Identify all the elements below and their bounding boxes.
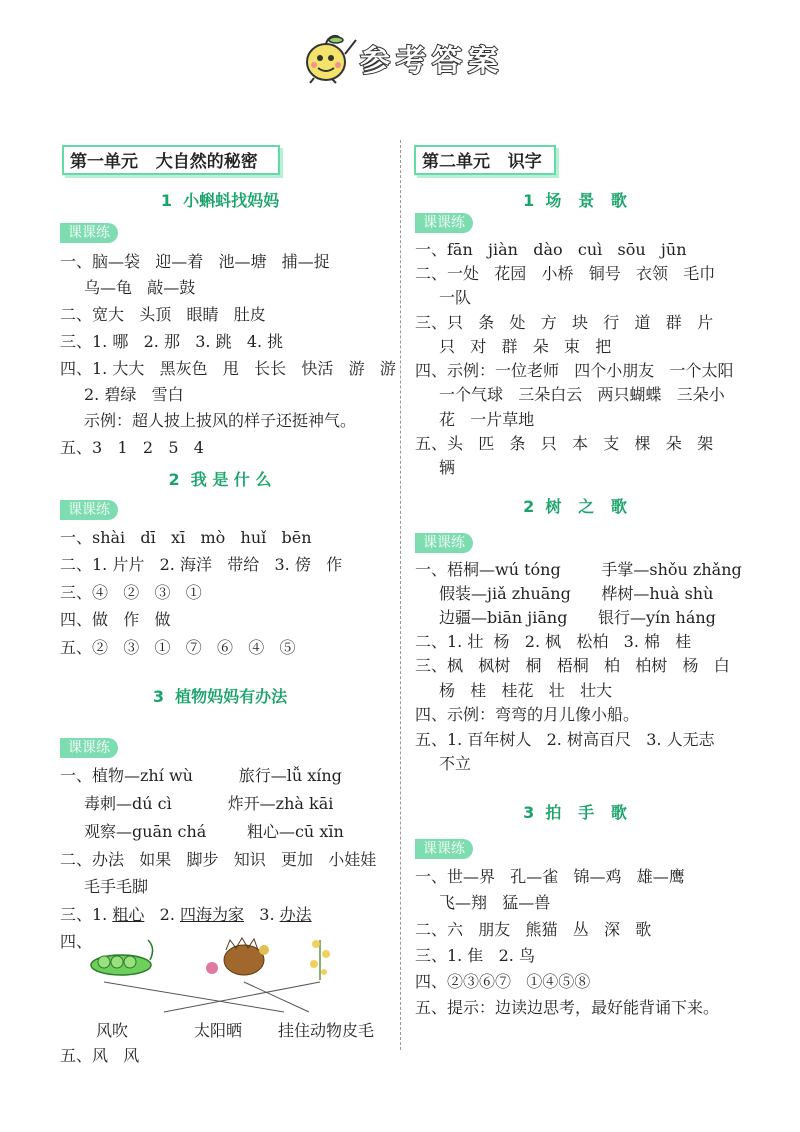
match-label: 太阳晒 bbox=[194, 1021, 243, 1040]
unit-1-title: 第一单元 大自然的秘密 bbox=[62, 145, 280, 175]
practice-tag: 课课练 bbox=[60, 500, 118, 520]
answer-line: 三、只 条 处 方 块 行 道 群 片 bbox=[415, 313, 714, 332]
answer-line: 五、风 风 bbox=[60, 1046, 140, 1065]
answer-key-header bbox=[300, 28, 520, 86]
answer-line: 四、示例：弯弯的月儿像小船。 bbox=[415, 705, 640, 724]
answer-line: 杨 桂 桂花 壮 壮大 bbox=[439, 681, 613, 700]
answer-line: 二、办法 如果 脚步 知识 更加 小娃娃 bbox=[60, 850, 377, 869]
answer-line: 只 对 群 朵 束 把 bbox=[439, 337, 612, 356]
q3-answer-2: 四海为家 bbox=[179, 905, 244, 924]
answer-line: 一、梧桐—wú tóng 手掌—shǒu zhǎng bbox=[415, 560, 742, 579]
answer-line: 三、枫 枫树 桐 梧桐 柏 柏树 杨 白 bbox=[415, 656, 730, 675]
answer-line: 四、示例：一位老师 四个小朋友 一个太阳 bbox=[415, 361, 734, 380]
answer-line: 观察—guān chá 粗心—cū xīn bbox=[84, 822, 344, 841]
answer-line: 五、提示：边读边思考，最好能背诵下来。 bbox=[415, 998, 720, 1017]
answer-line: 不立 bbox=[439, 754, 472, 773]
answer-line-q3 bbox=[60, 905, 312, 925]
answer-line: 花 一片草地 bbox=[439, 410, 535, 429]
q3-sep-2: 3. bbox=[244, 905, 280, 924]
practice-tag: 课课练 bbox=[415, 213, 473, 233]
answer-line: 一、植物—zhí wù 旅行—lǚ xíng bbox=[60, 766, 342, 785]
answer-line: 示例：超人披上披风的样子还挺神气。 bbox=[84, 411, 357, 430]
page-title: 参考答案 bbox=[360, 44, 504, 79]
answer-line: 四、1. 大大 黑灰色 甩 长长 快活 游 游 bbox=[60, 359, 396, 378]
apple-mascot-icon bbox=[300, 30, 358, 84]
q3-prefix: 三、1. bbox=[60, 905, 113, 924]
answer-line: 二、一处 花园 小桥 铜号 衣领 毛巾 bbox=[415, 264, 716, 283]
answer-line: 一、世—界 孔—雀 锦—鸡 雄—鹰 bbox=[415, 867, 685, 886]
answer-line: 一、fān jiàn dào cuì sōu jūn bbox=[415, 240, 687, 259]
practice-tag: 课课练 bbox=[415, 839, 473, 859]
q3-sep-1: 2. bbox=[144, 905, 180, 924]
lesson-title: 2 我 是 什 么 bbox=[168, 470, 272, 489]
answer-line: 一个气球 三朵白云 两只蝴蝶 三朵小 bbox=[439, 385, 725, 404]
answer-line: 二、宽大 头顶 眼睛 肚皮 bbox=[60, 305, 266, 324]
q3-answer-1: 粗心 bbox=[112, 905, 145, 924]
answer-line: 飞—翔 猛—兽 bbox=[439, 893, 551, 912]
column-divider bbox=[400, 140, 401, 1050]
answer-line: 三、1. 哪 2. 那 3. 跳 4. 挑 bbox=[60, 332, 284, 351]
answer-line: 2. 碧绿 雪白 bbox=[84, 385, 184, 404]
match-label: 挂住动物皮毛 bbox=[278, 1021, 375, 1040]
answer-line: 二、1. 片片 2. 海洋 带给 3. 傍 作 bbox=[60, 555, 343, 574]
answer-line: 一、shài dī xī mò huǐ bēn bbox=[60, 528, 312, 547]
practice-tag: 课课练 bbox=[60, 738, 118, 758]
answer-line: 一队 bbox=[439, 288, 472, 307]
answer-line: 边疆—biān jiāng 银行—yín háng bbox=[439, 608, 716, 627]
match-label: 风吹 bbox=[96, 1021, 129, 1040]
pea-pod-icon bbox=[91, 940, 153, 975]
answer-line: 四、做 作 做 bbox=[60, 610, 171, 629]
answer-line: 五、3 1 2 5 4 bbox=[60, 438, 204, 457]
answer-line: 乌—龟 敲—鼓 bbox=[84, 278, 196, 297]
lesson-title: 3 拍 手 歌 bbox=[523, 803, 627, 822]
lesson-title: 1 小蝌蚪找妈妈 bbox=[160, 191, 280, 210]
hedgehog-icon bbox=[206, 938, 269, 975]
lesson-title: 1 场 景 歌 bbox=[523, 191, 627, 210]
unit-2-title: 第二单元 识字 bbox=[414, 145, 556, 175]
answer-line: 毛手毛脚 bbox=[84, 877, 149, 896]
answer-line: 毒刺—dú cì 炸开—zhà kāi bbox=[84, 794, 334, 813]
answer-line: 假装—jiǎ zhuāng 桦树—huà shù bbox=[439, 584, 714, 603]
lesson-title: 3 植物妈妈有办法 bbox=[152, 687, 288, 706]
answer-line: 三、④ ② ③ ① bbox=[60, 583, 202, 602]
answer-line: 辆 bbox=[439, 458, 456, 477]
flower-seed-icon bbox=[310, 940, 330, 980]
answer-line: 二、1. 壮 杨 2. 枫 松柏 3. 棉 桂 bbox=[415, 632, 692, 651]
matching-diagram bbox=[84, 930, 384, 1020]
answer-line: 四、②③⑥⑦ ①④⑤⑧ bbox=[415, 972, 591, 991]
answer-line: 三、1. 隹 2. 鸟 bbox=[415, 946, 535, 965]
lesson-title: 2 树 之 歌 bbox=[523, 497, 627, 516]
answer-line: 一、脑—袋 迎—着 池—塘 捕—捉 bbox=[60, 252, 330, 271]
answer-line: 二、六 朋友 熊猫 丛 深 歌 bbox=[415, 920, 652, 939]
practice-tag: 课课练 bbox=[60, 223, 118, 243]
q3-answer-3: 办法 bbox=[279, 905, 312, 924]
answer-line: 五、1. 百年树人 2. 树高百尺 3. 人无志 bbox=[415, 730, 715, 749]
answer-line-q4: 四、 bbox=[60, 932, 93, 951]
practice-tag: 课课练 bbox=[415, 533, 473, 553]
answer-line: 五、② ③ ① ⑦ ⑥ ④ ⑤ bbox=[60, 638, 296, 657]
answer-line: 五、头 匹 条 只 本 支 棵 朵 架 bbox=[415, 434, 714, 453]
